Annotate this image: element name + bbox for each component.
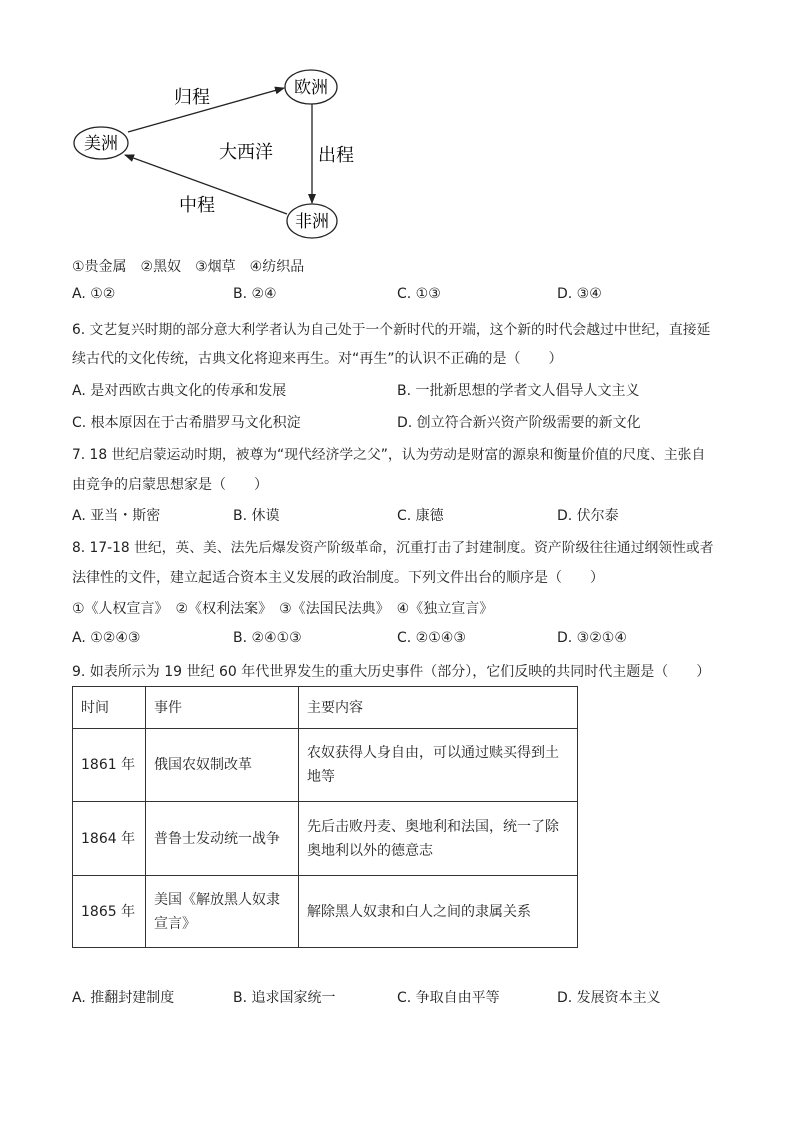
table-cell-event: 美国《解放黑人奴隶宣言》 xyxy=(146,876,299,948)
q5-items: ①贵金属 ②黑奴 ③烟草 ④纺织品 xyxy=(72,259,305,275)
q7-option-a: A. 亚当・斯密 xyxy=(72,508,161,524)
q5-option-c: C. ①③ xyxy=(397,286,441,302)
q6-option-c: C. 根本原因在于古希腊罗马文化积淀 xyxy=(72,415,301,431)
table-cell-time: 1861 年 xyxy=(73,729,146,802)
table-header-cell: 主要内容 xyxy=(299,687,578,729)
table-cell-event: 俄国农奴制改革 xyxy=(146,729,299,802)
q8-option-d: D. ③②①④ xyxy=(557,630,627,646)
q7-stem-line1: 7. 18 世纪启蒙运动时期，被尊为“现代经济学之父”，认为劳动是财富的源泉和衡量价值的尺度、主张自 xyxy=(72,447,706,463)
node-europe-label: 欧洲 xyxy=(294,78,328,98)
q7-option-b: B. 休谟 xyxy=(233,508,280,524)
q8-items: ①《人权宣言》 ②《权利法案》 ③《法国民法典》 ④《独立宣言》 xyxy=(72,601,494,617)
q7-stem-line2: 由竞争的启蒙思想家是（ ） xyxy=(72,477,268,493)
q9-option-c: C. 争取自由平等 xyxy=(397,990,500,1006)
q7-option-d: D. 伏尔泰 xyxy=(557,508,619,524)
q5-option-d: D. ③④ xyxy=(557,286,602,302)
edge-label-outbound: 出程 xyxy=(318,145,354,166)
q6-option-d: D. 创立符合新兴资产阶级需要的新文化 xyxy=(397,415,641,431)
q5-option-a: A. ①② xyxy=(72,286,116,302)
table-cell-event: 普鲁士发动统一战争 xyxy=(146,802,299,876)
q8-stem-line2: 法律性的文件，建立起适合资本主义发展的政治制度。下列文件出台的顺序是（ ） xyxy=(72,570,604,586)
q9-option-b: B. 追求国家统一 xyxy=(233,990,336,1006)
q8-option-c: C. ②①④③ xyxy=(397,630,466,646)
q7-option-c: C. 康德 xyxy=(397,508,444,524)
triangular-trade-diagram xyxy=(0,0,794,250)
q8-option-b: B. ②④①③ xyxy=(233,630,302,646)
table-cell-content: 解除黑人奴隶和白人之间的隶属关系 xyxy=(299,876,578,948)
q8-stem-line1: 8. 17-18 世纪，英、美、法先后爆发资产阶级革命，沉重打击了封建制度。资产阶级往往通过纲领性或者 xyxy=(72,540,714,556)
q6-stem-line2: 续古代的文化传统，古典文化将迎来再生。对“再生”的认识不正确的是（ ） xyxy=(72,351,563,367)
node-america-label: 美洲 xyxy=(84,134,118,154)
q9-option-a: A. 推翻封建制度 xyxy=(72,990,175,1006)
table-row xyxy=(73,729,578,802)
table-header-row xyxy=(73,687,578,729)
table-cell-time: 1865 年 xyxy=(73,876,146,948)
edge-label-return: 归程 xyxy=(174,87,210,108)
q8-option-a: A. ①②④③ xyxy=(72,630,141,646)
edge-label-middle: 中程 xyxy=(179,195,215,216)
table-cell-time: 1864 年 xyxy=(73,802,146,876)
node-africa-label: 非洲 xyxy=(295,212,329,232)
q5-option-b: B. ②④ xyxy=(233,286,277,302)
table-cell-content: 农奴获得人身自由，可以通过赎买得到土地等 xyxy=(299,729,578,802)
table-cell-content: 先后击败丹麦、奥地利和法国，统一了除奥地利以外的德意志 xyxy=(299,802,578,876)
table-header-cell: 时间 xyxy=(73,687,146,729)
q9-option-d: D. 发展资本主义 xyxy=(557,990,661,1006)
q9-stem: 9. 如表所示为 19 世纪 60 年代世界发生的重大历史事件（部分），它们反映的共同时代主题是（ ） xyxy=(72,664,711,680)
q6-stem-line1: 6. 文艺复兴时期的部分意大利学者认为自己处于一个新时代的开端，这个新的时代会越过中世纪，直接延 xyxy=(72,322,711,338)
table-row xyxy=(73,802,578,876)
q6-option-a: A. 是对西欧古典文化的传承和发展 xyxy=(72,383,287,399)
events-table xyxy=(72,686,578,948)
table-header-cell: 事件 xyxy=(146,687,299,729)
ocean-label: 大西洋 xyxy=(219,142,273,163)
q6-option-b: B. 一批新思想的学者文人倡导人文主义 xyxy=(397,383,640,399)
table-row xyxy=(73,876,578,948)
